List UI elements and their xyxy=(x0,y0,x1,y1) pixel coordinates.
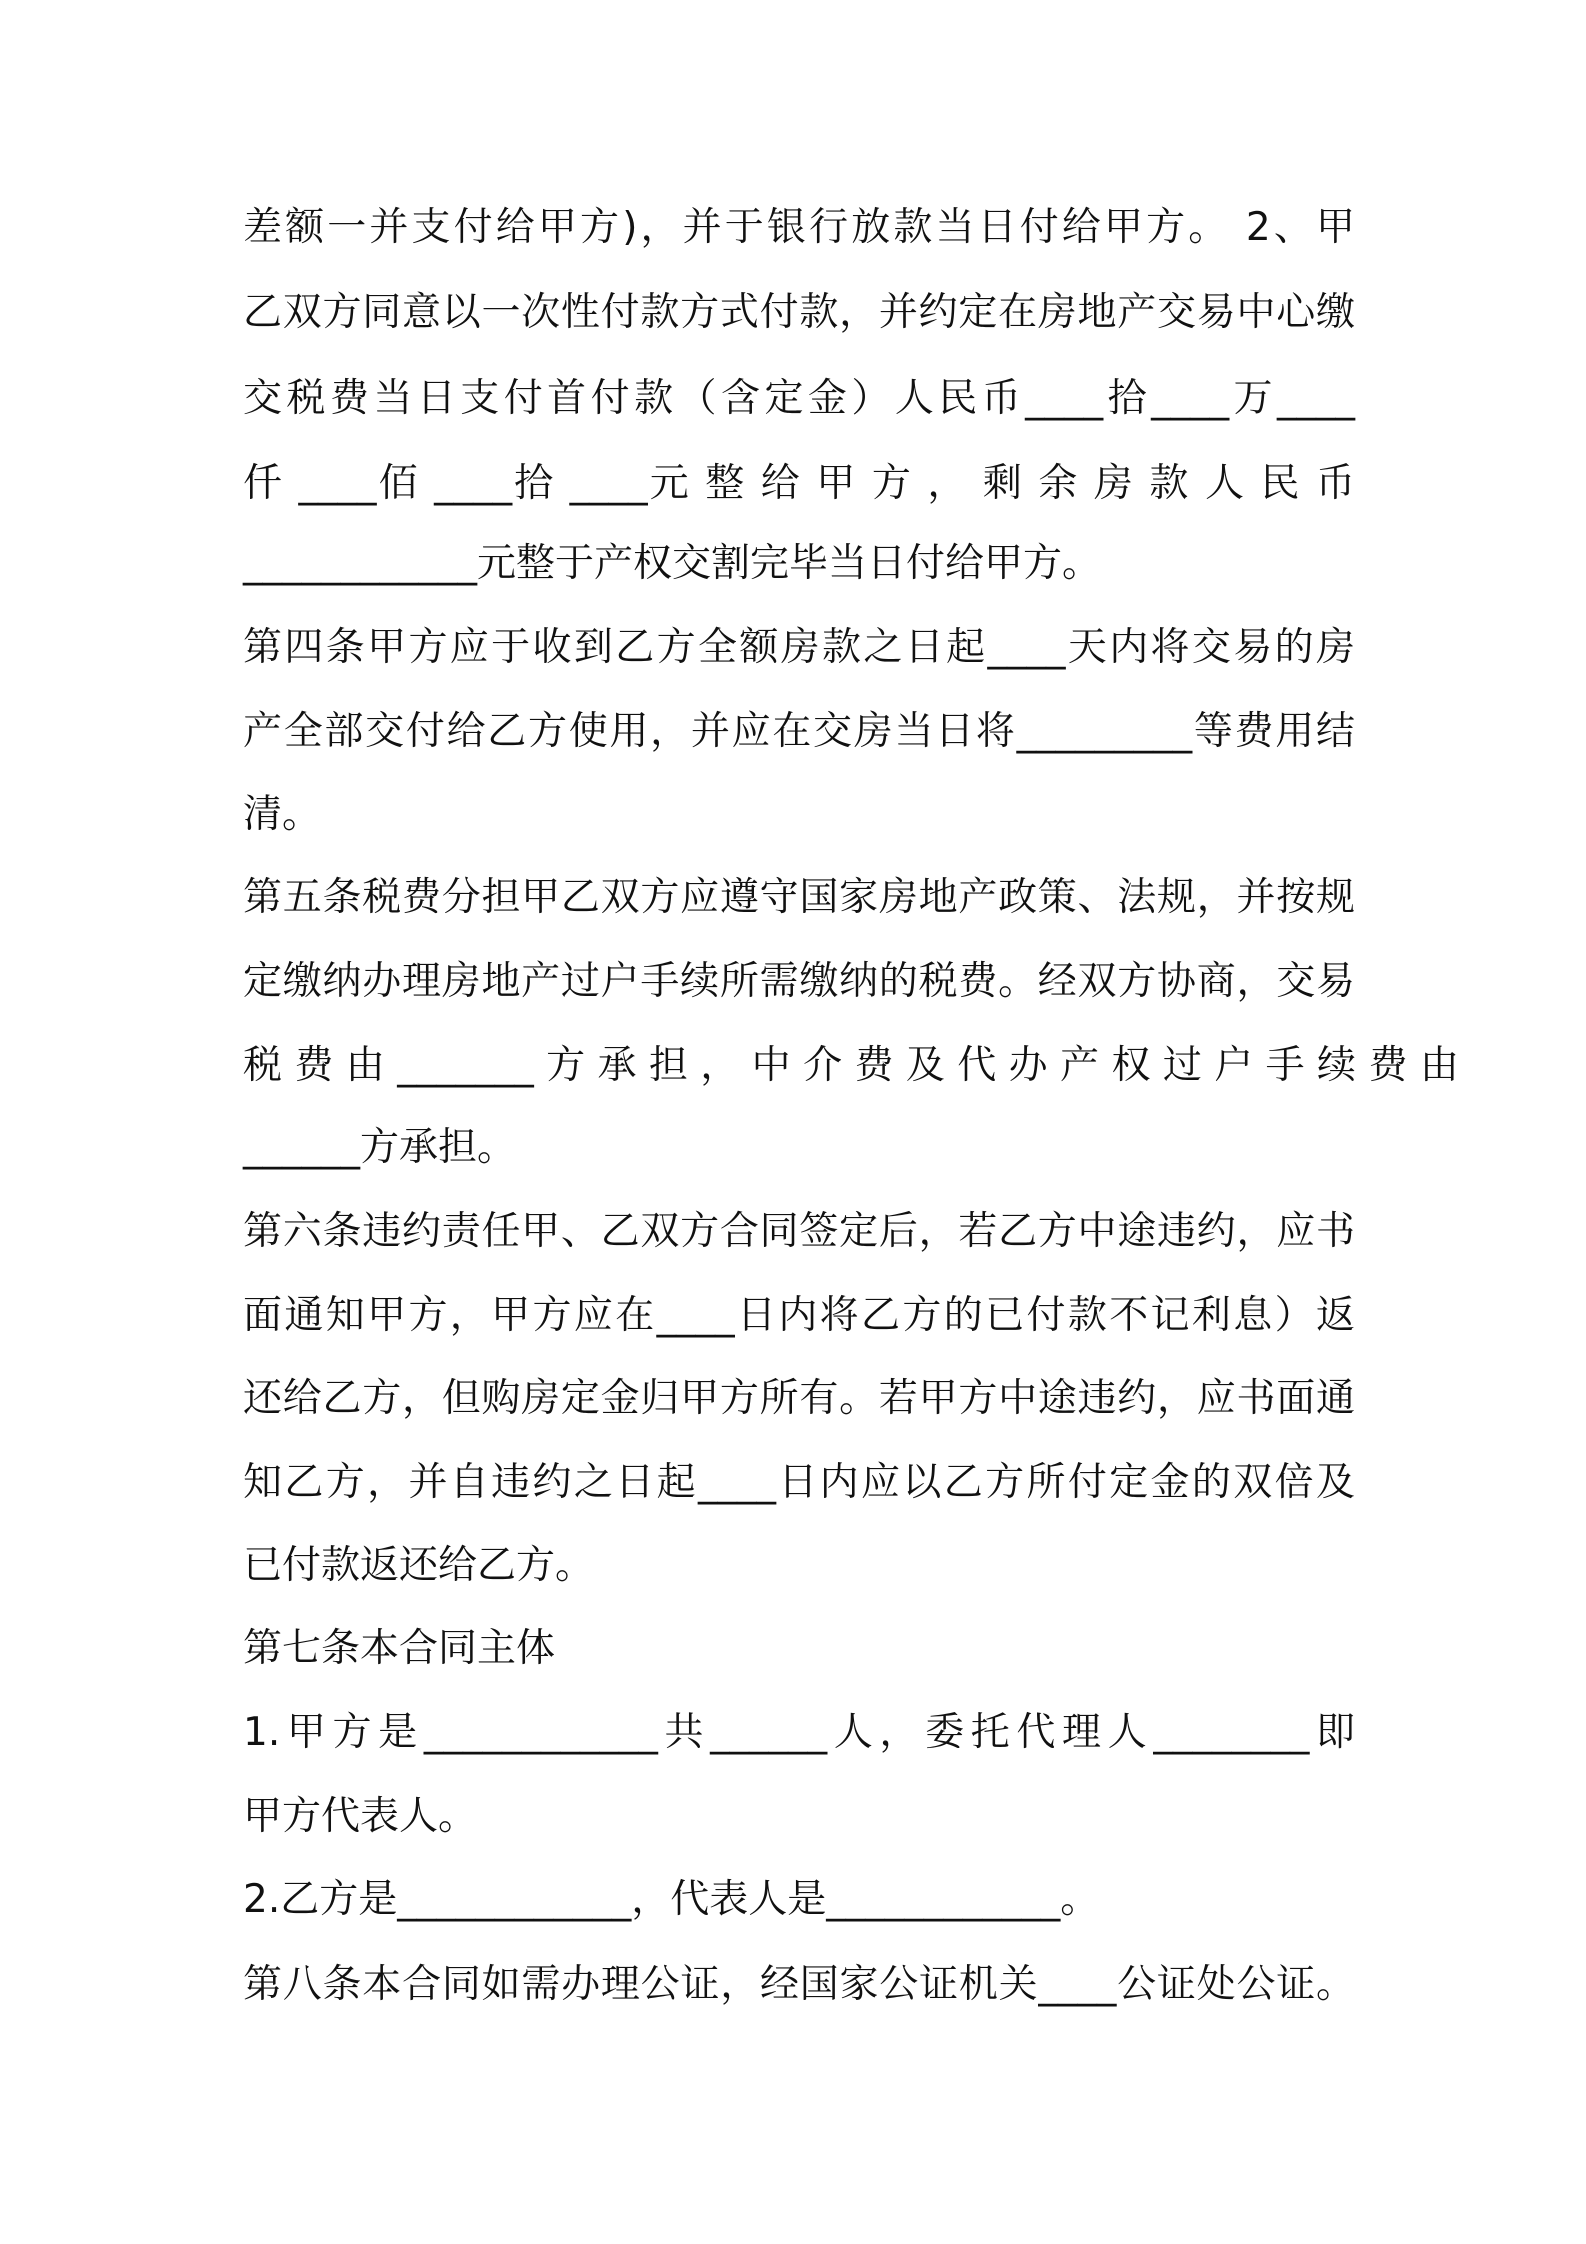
text-line: 税 费 由 _______ 方 承 担 ， 中 介 费 及 代 办 产 权 过 户 手 续 费 由 xyxy=(243,1043,1459,1088)
text-line: 乙双方同意以一次性付款方式付款，并约定在房地产交易中心缴 xyxy=(243,290,1355,335)
text-line: ______方承担。 xyxy=(243,1125,517,1170)
text-line: 仟 ____佰 ____拾 ____元 整 给 甲 方 ， 剩 余 房 款 人 民 币 xyxy=(243,461,1355,506)
text-line: 第八条本合同如需办理公证，经国家公证机关____公证处公证。 xyxy=(243,1962,1355,2007)
text-line: 第七条本合同主体 xyxy=(243,1626,556,1671)
text-line: 2.乙方是____________，代表人是____________。 xyxy=(243,1877,1100,1922)
text-line: 1.甲方是____________共______人，委托代理人________即 xyxy=(243,1710,1355,1755)
text-line: 还给乙方，但购房定金归甲方所有。若甲方中途违约，应书面通 xyxy=(243,1376,1355,1421)
text-line: 甲方代表人。 xyxy=(243,1794,478,1839)
text-line: 产全部交付给乙方使用，并应在交房当日将_________等费用结 xyxy=(243,709,1355,754)
text-line: 差额一并支付给甲方)，并于银行放款当日付给甲方。 2、甲 xyxy=(243,205,1355,250)
text-line: 清。 xyxy=(243,792,322,837)
text-line: 面通知甲方，甲方应在____日内将乙方的已付款不记利息）返 xyxy=(243,1293,1355,1338)
text-line: 知乙方，并自违约之日起____日内应以乙方所付定金的双倍及 xyxy=(243,1460,1355,1505)
text-line: 第六条违约责任甲、乙双方合同签定后，若乙方中途违约，应书 xyxy=(243,1209,1355,1254)
text-line: 第四条甲方应于收到乙方全额房款之日起____天内将交易的房 xyxy=(243,625,1355,670)
text-line: 第五条税费分担甲乙双方应遵守国家房地产政策、法规，并按规 xyxy=(243,875,1355,920)
text-line: ____________元整于产权交割完毕当日付给甲方。 xyxy=(243,541,1102,586)
text-line: 交税费当日支付首付款（含定金）人民币____拾____万____ xyxy=(243,376,1355,421)
text-line: 已付款返还给乙方。 xyxy=(243,1543,595,1588)
text-line: 定缴纳办理房地产过户手续所需缴纳的税费。经双方协商，交易 xyxy=(243,959,1355,1004)
